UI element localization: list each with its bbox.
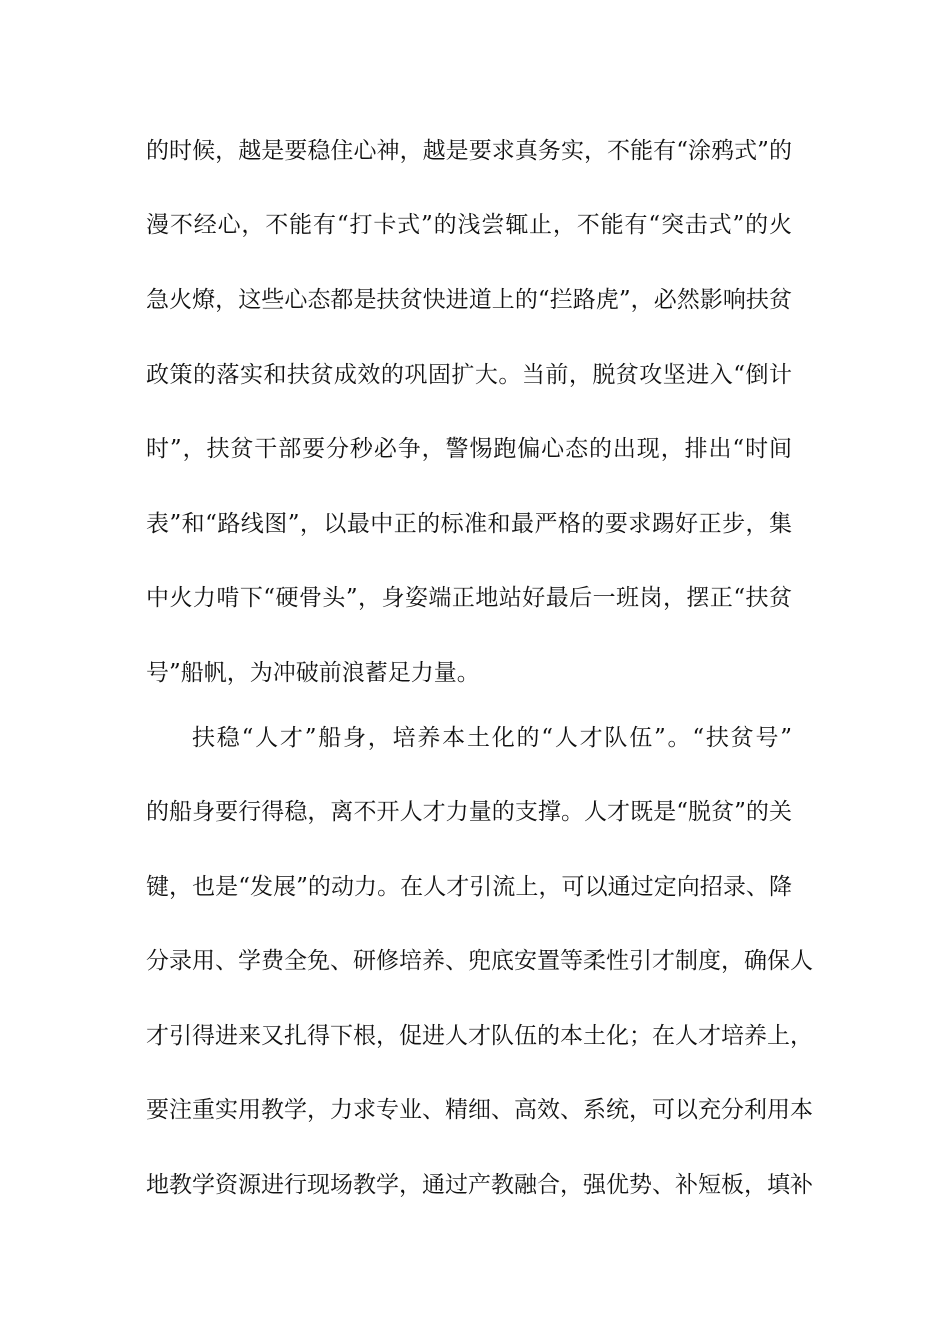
text-line-2: 漫不经心，不能有“打卡式”的浅尝辄止，不能有“突击式”的火	[146, 212, 792, 238]
text-line-8: 号”船帆，为冲破前浪蓄足力量。	[146, 660, 480, 686]
text-line-6: 表”和“路线图”，以最中正的标准和最严格的要求踢好正步，集	[146, 511, 792, 537]
text-line-3: 急火燎，这些心态都是扶贫快进道上的“拦路虎”，必然影响扶贫	[146, 287, 792, 313]
text-line-4: 政策的落实和扶贫成效的巩固扩大。当前，脱贫攻坚进入“倒计	[146, 362, 792, 388]
text-line-1: 的时候，越是要稳住心神，越是要求真务实，不能有“涂鸦式”的	[146, 138, 792, 164]
text-line-11: 键，也是“发展”的动力。在人才引流上，可以通过定向招录、降	[146, 874, 792, 900]
text-line-12: 分录用、学费全免、研修培养、兜底安置等柔性引才制度，确保人	[146, 948, 813, 974]
text-line-5: 时”，扶贫干部要分秒必争，警惕跑偏心态的出现，排出“时间	[146, 436, 792, 462]
text-line-15: 地教学资源进行现场教学，通过产教融合，强优势、补短板，填补	[146, 1172, 813, 1198]
text-line-9: 扶稳“人才”船身，培养本土化的“人才队伍”。“扶贫号”	[192, 725, 792, 751]
text-line-7: 中火力啃下“硬骨头”，身姿端正地站好最后一班岗，摆正“扶贫	[146, 585, 792, 611]
text-line-13: 才引得进来又扎得下根，促进人才队伍的本土化；在人才培养上，	[146, 1023, 813, 1049]
text-line-10: 的船身要行得稳，离不开人才力量的支撑。人才既是“脱贫”的关	[146, 799, 792, 825]
text-line-14: 要注重实用教学，力求专业、精细、高效、系统，可以充分利用本	[146, 1097, 813, 1123]
